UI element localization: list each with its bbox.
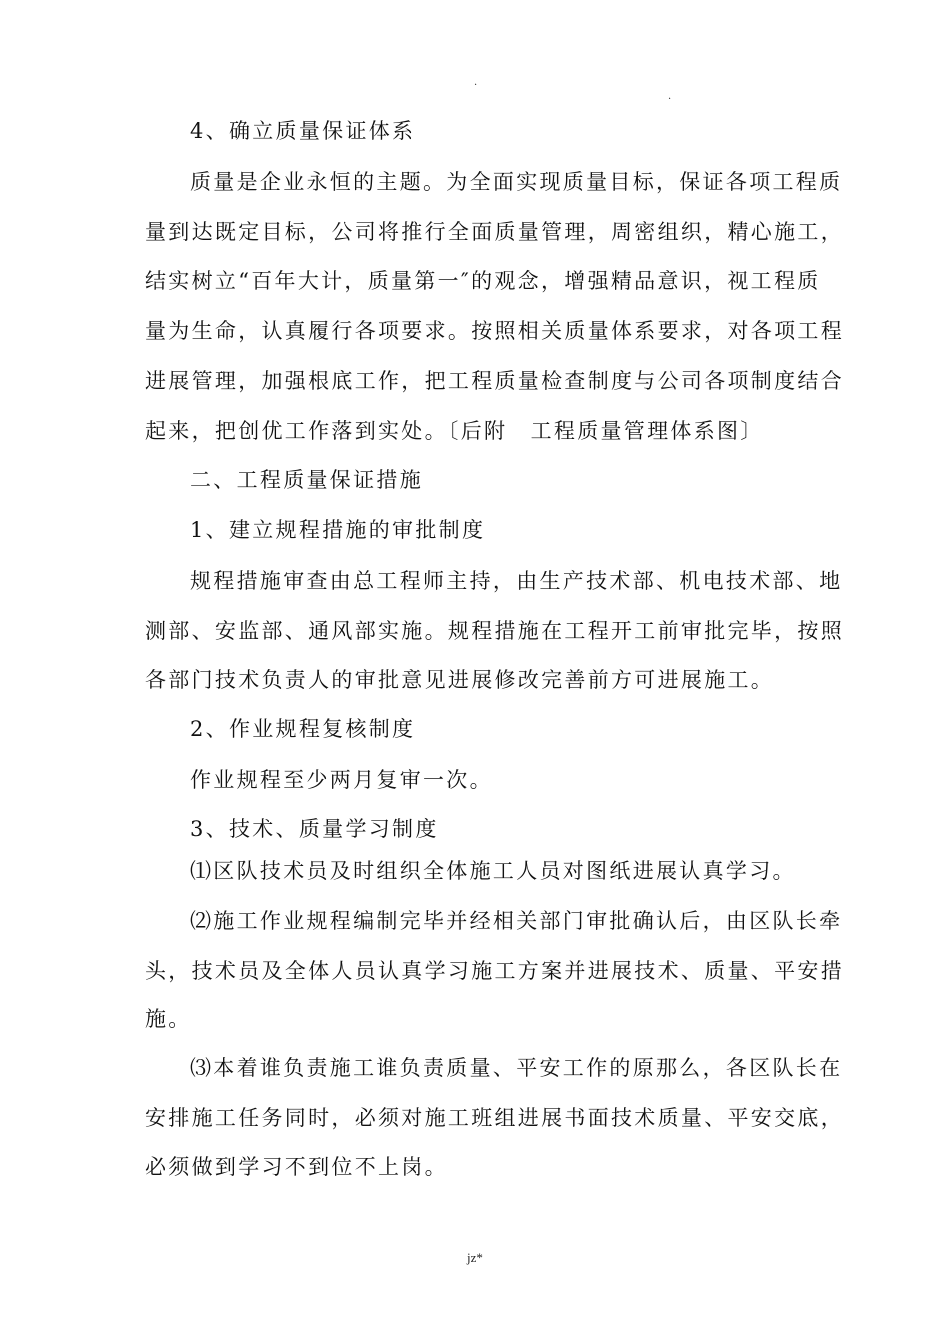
paragraph-line: 必须做到学习不到位不上岗。 <box>145 1155 448 1179</box>
section-heading-2: 二、工程质量保证措施 <box>190 468 423 492</box>
paragraph-line: 施。 <box>145 1007 192 1031</box>
paragraph-line: 起来，把创优工作落到实处。〔后附 工程质量管理体系图〕 <box>145 419 764 443</box>
paragraph-line: 进展管理，加强根底工作，把工程质量检查制度与公司各项制度结合 <box>145 369 844 393</box>
page-footer: jz* <box>467 1250 483 1265</box>
paragraph-line: 安排施工任务同时，必须对施工班组进展书面技术质量、平安交底， <box>145 1106 844 1130</box>
paragraph-line: 各部门技术负责人的审批意见进展修改完善前方可进展施工。 <box>145 668 775 692</box>
header-dot-right: . <box>668 91 672 102</box>
subsection-heading-2: 2、作业规程复核制度 <box>190 717 416 741</box>
header-dot-left: . <box>474 77 478 88</box>
paragraph-line: 头，技术员及全体人员认真学习施工方案并进展技术、质量、平安措 <box>145 959 844 983</box>
paragraph-line: 量为生命，认真履行各项要求。按照相关质量体系要求，对各项工程 <box>145 319 844 343</box>
paragraph-line: 测部、安监部、通风部实施。规程措施在工程开工前审批完毕，按照 <box>145 619 844 643</box>
paragraph-line: 结实树立“百年大计，质量第一″的观念，增强精品意识，视工程质 <box>145 269 821 293</box>
paragraph-line: 量到达既定目标，公司将推行全面质量管理，周密组织，精心施工， <box>145 220 844 244</box>
subsection-heading-1: 1、建立规程措施的审批制度 <box>190 518 486 542</box>
paragraph-line: 质量是企业永恒的主题。为全面实现质量目标，保证各项工程质 <box>190 170 843 194</box>
section-heading-4: 4、确立质量保证体系 <box>190 119 416 143</box>
list-item: ⑵施工作业规程编制完毕并经相关部门审批确认后，由区队长牵 <box>190 909 843 933</box>
subsection-heading-3: 3、技术、质量学习制度 <box>190 817 439 841</box>
list-item: ⑶本着谁负责施工谁负责质量、平安工作的原那么，各区队长在 <box>190 1056 843 1080</box>
paragraph-line: 规程措施审查由总工程师主持，由生产技术部、机电技术部、地 <box>190 569 843 593</box>
list-item: ⑴区队技术员及时组织全体施工人员对图纸进展认真学习。 <box>190 859 796 883</box>
paragraph-line: 作业规程至少两月复审一次。 <box>190 768 493 792</box>
